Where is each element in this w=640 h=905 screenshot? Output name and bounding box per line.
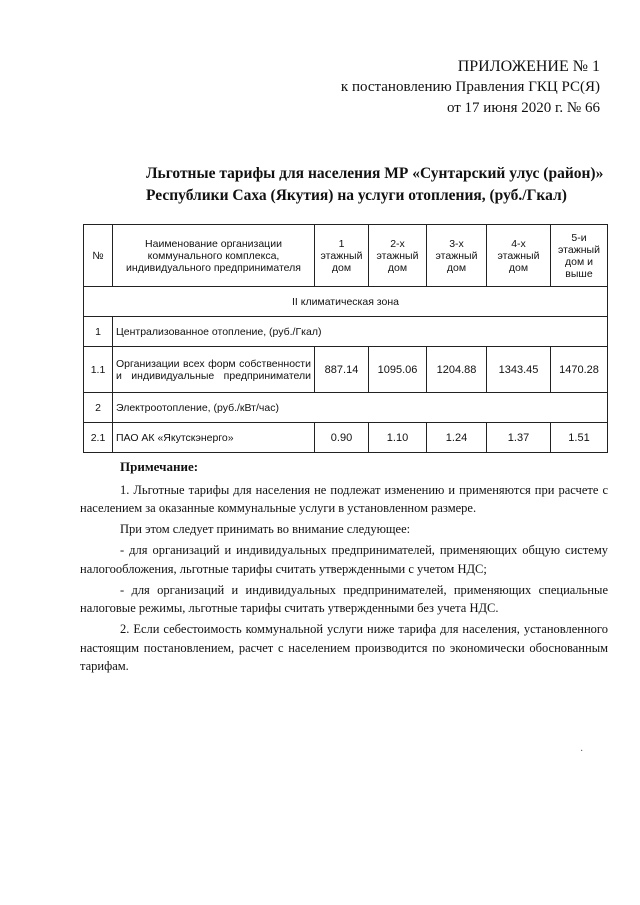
section-num: 2 [84,393,113,423]
header-floor-2: 2-х этажный дом [369,225,427,287]
row-name: ПАО АК «Якутскэнерго» [113,423,315,453]
row-value: 887.14 [315,347,369,393]
header-floor-5: 5-и этажный дом и выше [551,225,608,287]
header-floor-3: 3-х этажный дом [427,225,487,287]
document-title [146,163,606,207]
notes-block [80,458,608,678]
row-value: 1.10 [369,423,427,453]
row-value: 1.37 [487,423,551,453]
row-value: 1095.06 [369,347,427,393]
header-name: Наименование организации коммунального комплекса, индивидуального предпринимателя [113,225,315,287]
section-title: Электроотопление, (руб./кВт/час) [113,393,608,423]
section-title: Централизованное отопление, (руб./Гкал) [113,317,608,347]
row-value: 1.24 [427,423,487,453]
appendix-header [341,56,600,119]
row-value: 0.90 [315,423,369,453]
table-row [84,347,608,393]
table-row [84,423,608,453]
document-title-line2: Республики Саха (Якутия) на услуги отопления, (руб./Гкал) [146,187,567,204]
row-name [113,347,315,393]
table-section-row [84,317,608,347]
row-value: 1470.28 [551,347,608,393]
notes-title: Примечание: [120,459,199,474]
row-name-text: Организации всех форм собственности и индивидуальные предприниматели [116,357,311,382]
climate-zone: II климатическая зона [84,287,608,317]
document-title-line1: Льготные тарифы для населения МР «Сунтарский улус (район)» [146,165,604,182]
note-paragraph-2: При этом следует принимать во внимание следующее: [120,522,411,536]
header-num: № [84,225,113,287]
row-value: 1.51 [551,423,608,453]
scan-speck: · [580,746,584,757]
note-paragraph-1: 1. Льготные тарифы для населения не подлежат изменению и применяются при расчете с населением за оказанные коммунальные услуги в установленном размере. [80,482,608,515]
row-value: 1343.45 [487,347,551,393]
row-num: 1.1 [84,347,113,393]
section-num: 1 [84,317,113,347]
row-value: 1204.88 [427,347,487,393]
note-paragraph-5: 2. Если себестоимость коммунальной услуги ниже тарифа для населения, установленного настоящим постановлением, расчет с населением производится по экономически обоснованным тарифам. [80,622,608,673]
header-floor-4: 4-х этажный дом [487,225,551,287]
note-paragraph-4: - для организаций и индивидуальных предпринимателей, применяющих специальные налоговые режимы, льготные тарифы считать утвержденными без учета НДС. [80,582,608,615]
header-floor-1: 1 этажный дом [315,225,369,287]
tariff-table [83,224,608,453]
table-section-row [84,393,608,423]
table-header-row [84,225,608,287]
appendix-date: от 17 июня 2020 г. № 66 [446,100,600,116]
appendix-reference: к постановлению Правления ГКЦ РС(Я) [340,79,600,95]
note-paragraph-3: - для организаций и индивидуальных предпринимателей, применяющих общую систему налогообложения, льготные тарифы считать утвержденными с учетом НДС; [80,543,608,576]
table-zone-row [84,287,608,317]
row-num: 2.1 [84,423,113,453]
appendix-title: ПРИЛОЖЕНИЕ № 1 [457,58,600,75]
